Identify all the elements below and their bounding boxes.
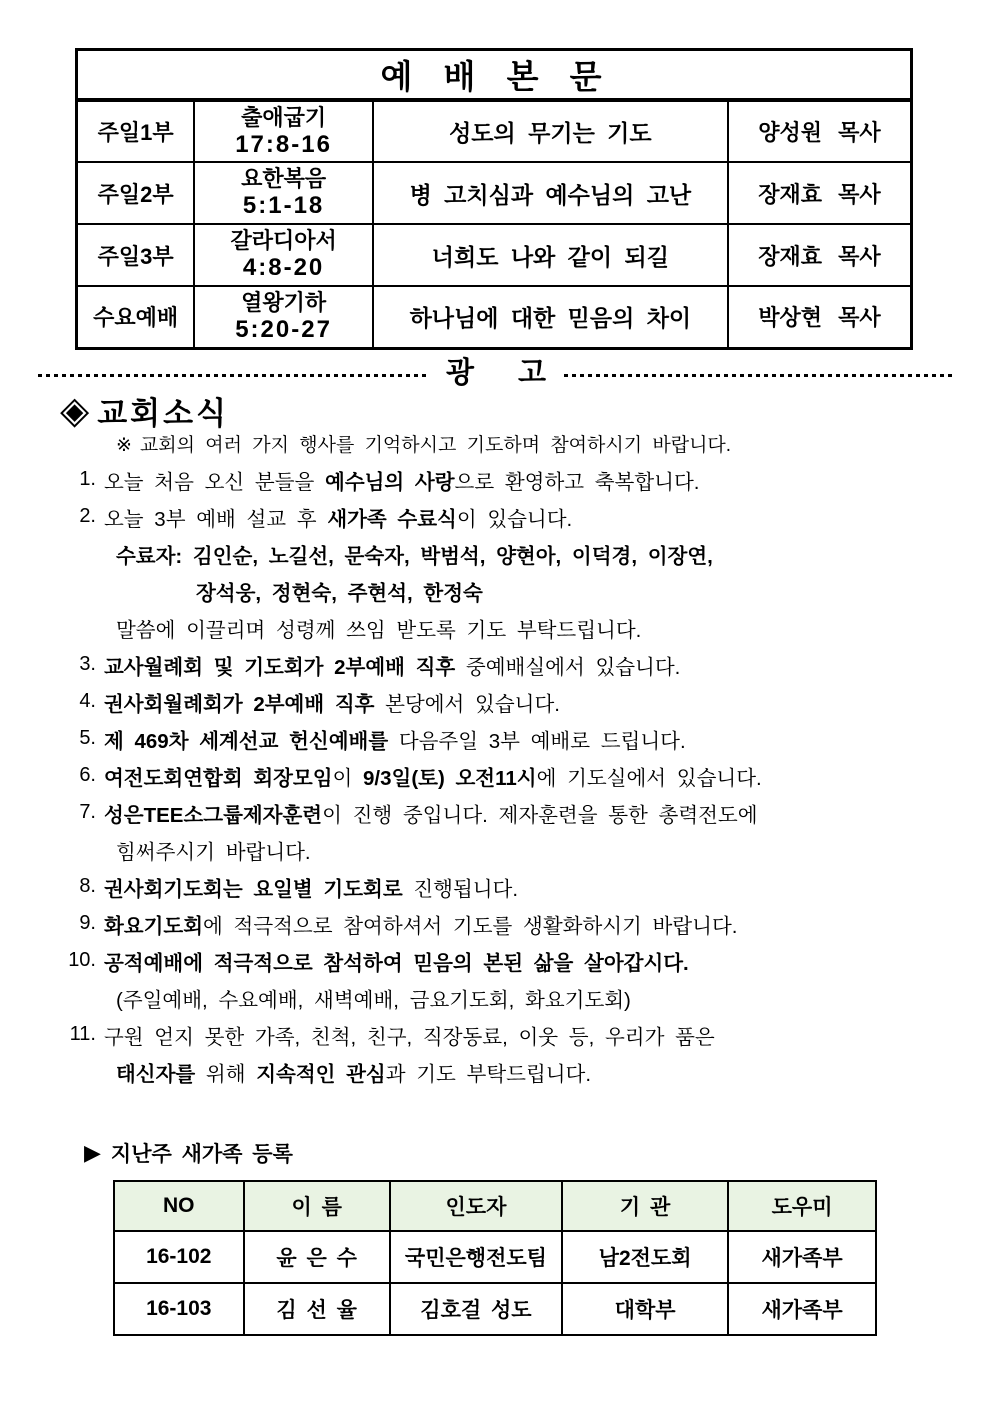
announcement-line: 힘써주시기 바랍니다. [116, 840, 311, 864]
divider-dash-right [564, 374, 954, 377]
announcement-line: 성은TEE소그룹제자훈련 이 진행 중입니다. 제자훈련을 통한 총력전도에 [104, 803, 758, 827]
newcomer-table [113, 1180, 877, 1336]
announcement-line: 오늘 3부 예배 설교 후 새가족 수료식 이 있습니다. [104, 507, 573, 531]
announcement-line: 태신자를 위해 지속적인 관심 과 기도 부탁드립니다. [116, 1062, 592, 1086]
newcomer-cell: 김 선 율 [244, 1283, 390, 1335]
preacher-cell: 장재효 목사 [728, 224, 912, 286]
announcement-line: 공적예배에 적극적으로 참석하여 믿음의 본된 삶을 살아갑시다. [104, 951, 689, 975]
newcomer-table-body [114, 1231, 876, 1335]
newcomer-header-row [114, 1181, 876, 1231]
item-number: 7. [79, 801, 96, 823]
announcement-item-lines [104, 646, 962, 683]
announcement-line: 제 469차 세계선교 헌신예배를 다음주일 3부 예배로 드립니다. [104, 729, 686, 753]
newcomer-cell: 16-103 [114, 1283, 244, 1335]
scripture-book: 출애굽기 [241, 104, 327, 130]
announcement-item [46, 868, 962, 905]
scripture-cell [194, 286, 373, 348]
church-news-title: 교회소식 [97, 396, 230, 431]
announcement-line: 말씀에 이끌리며 성령께 쓰임 받도록 기도 부탁드립니다. [116, 618, 642, 642]
service-cell: 주일3부 [77, 224, 195, 286]
announcement-item [46, 720, 962, 757]
scripture-cell [194, 100, 373, 162]
announcement-item [46, 461, 962, 498]
church-news-note-text: 교회의 여러 가지 행사를 기억하시고 기도하며 참여하시기 바랍니다. [139, 435, 732, 456]
item-number: 2. [79, 505, 96, 527]
announcement-line: 권사회기도회는 요일별 기도회로 진행됩니다. [104, 877, 519, 901]
newcomer-cell: 김호걸 성도 [390, 1283, 562, 1335]
item-number: 6. [79, 764, 96, 786]
newcomer-cell: 대학부 [562, 1283, 728, 1335]
item-number: 11. [69, 1023, 96, 1045]
divider-dash-left [38, 374, 428, 377]
service-cell: 주일1부 [77, 100, 195, 162]
announcement-item [46, 646, 962, 683]
scripture-cell [194, 162, 373, 224]
announcement-line: 여전도회연합회 회장모임 이 9/3일(토) 오전11시 에 기도실에서 있습니다. [104, 766, 762, 790]
announcement-item-lines [104, 942, 962, 1016]
announcement-item-lines [104, 498, 962, 646]
worship-table-title: 예 배 본 문 [77, 50, 912, 101]
diamond-bullet-icon: ◈ [60, 389, 90, 432]
announcement-item [46, 683, 962, 720]
newcomer-cell: 남2전도회 [562, 1231, 728, 1283]
reference-mark-icon: ※ [116, 435, 132, 456]
newcomer-cell: 윤 은 수 [244, 1231, 390, 1283]
scripture-book: 갈라디아서 [230, 228, 337, 253]
announcement-line: 구원 얻지 못한 가족, 친척, 친구, 직장동료, 이웃 등, 우리가 품은 [104, 1025, 715, 1049]
announcement-item-lines [104, 683, 962, 720]
newcomer-header-cell: NO [114, 1181, 244, 1231]
scripture-book: 요한복음 [241, 166, 327, 191]
sermon-title-cell: 너희도 나와 같이 되길 [373, 224, 728, 286]
newcomer-cell: 새가족부 [728, 1283, 876, 1335]
item-number: 4. [79, 690, 96, 712]
announcement-line: 오늘 처음 오신 분들을 예수님의 사랑 으로 환영하고 축복합니다. [104, 470, 700, 494]
sermon-title-cell: 병 고치심과 예수님의 고난 [373, 162, 728, 224]
church-news-note [116, 430, 731, 457]
announcement-line: 권사회월례회가 2부예배 직후 본당에서 있습니다. [104, 692, 560, 716]
sermon-title-cell: 성도의 무기는 기도 [373, 100, 728, 162]
announcement-item [46, 942, 962, 1016]
newcomer-header-cell: 이 름 [244, 1181, 390, 1231]
newcomer-section-heading [84, 1138, 293, 1168]
sermon-title-cell: 하나님에 대한 믿음의 차이 [373, 286, 728, 348]
scripture-book: 열왕기하 [241, 289, 327, 315]
preacher-cell: 장재효 목사 [728, 162, 912, 224]
scripture-verse: 5:20-27 [235, 315, 332, 343]
newcomer-cell: 국민은행전도팀 [390, 1231, 562, 1283]
scripture-verse: 4:8-20 [242, 254, 325, 281]
announcement-item-lines [104, 1016, 962, 1090]
announcement-line: 교사월례회 및 기도회가 2부예배 직후 중예배실에서 있습니다. [104, 655, 681, 679]
announcement-item-lines [104, 794, 962, 868]
preacher-cell: 양성원 목사 [728, 100, 912, 162]
worship-row [77, 224, 912, 286]
announcement-item [46, 498, 962, 646]
scripture-verse: 17:8-16 [235, 130, 332, 158]
announcement-item [46, 794, 962, 868]
newcomer-section-title: 지난주 새가족 등록 [110, 1143, 293, 1166]
worship-table-body [77, 50, 912, 349]
item-number: 9. [79, 912, 96, 934]
worship-row [77, 286, 912, 348]
newcomer-row [114, 1231, 876, 1283]
item-number: 10. [68, 949, 96, 971]
announcement-item-lines [104, 905, 962, 942]
item-number: 3. [79, 653, 96, 675]
worship-table-title-row [77, 50, 912, 101]
announcement-item-lines [104, 461, 962, 498]
newcomer-cell: 16-102 [114, 1231, 244, 1283]
church-news-heading [60, 388, 229, 433]
announcement-item-lines [104, 720, 962, 757]
announcement-line: 수료자: 김인순, 노길선, 문숙자, 박범석, 양현아, 이덕경, 이장연, [116, 544, 713, 568]
announcement-item [46, 905, 962, 942]
service-cell: 주일2부 [77, 162, 195, 224]
triangle-marker-icon: ▶ [84, 1140, 101, 1165]
worship-row [77, 162, 912, 224]
item-number: 5. [79, 727, 96, 749]
announcements-divider [38, 348, 954, 392]
newcomer-header-cell: 도우미 [728, 1181, 876, 1231]
newcomer-header-cell: 기 관 [562, 1181, 728, 1231]
worship-row [77, 100, 912, 162]
announcement-item-lines [104, 757, 962, 794]
announcement-line: 화요기도회 에 적극적으로 참여하셔서 기도를 생활화하시기 바랍니다. [104, 914, 738, 938]
newcomer-header-cell: 인도자 [390, 1181, 562, 1231]
scripture-cell [194, 224, 373, 286]
worship-scripture-table [75, 48, 913, 350]
announcement-item-lines [104, 868, 962, 905]
item-number: 1. [79, 468, 96, 490]
newcomer-cell: 새가족부 [728, 1231, 876, 1283]
service-cell: 수요예배 [77, 286, 195, 348]
preacher-cell: 박상현 목사 [728, 286, 912, 348]
item-number: 8. [79, 875, 96, 897]
announcement-line: (주일예배, 수요예배, 새벽예배, 금요기도회, 화요기도회) [116, 988, 631, 1012]
announcement-item [46, 1016, 962, 1090]
announcement-line: 장석웅, 정현숙, 주현석, 한정숙 [196, 581, 483, 605]
announcement-list [46, 461, 962, 1090]
scripture-verse: 5:1-18 [242, 192, 325, 219]
announcements-divider-label: 광 고 [445, 356, 547, 389]
announcement-item [46, 757, 962, 794]
newcomer-row [114, 1283, 876, 1335]
